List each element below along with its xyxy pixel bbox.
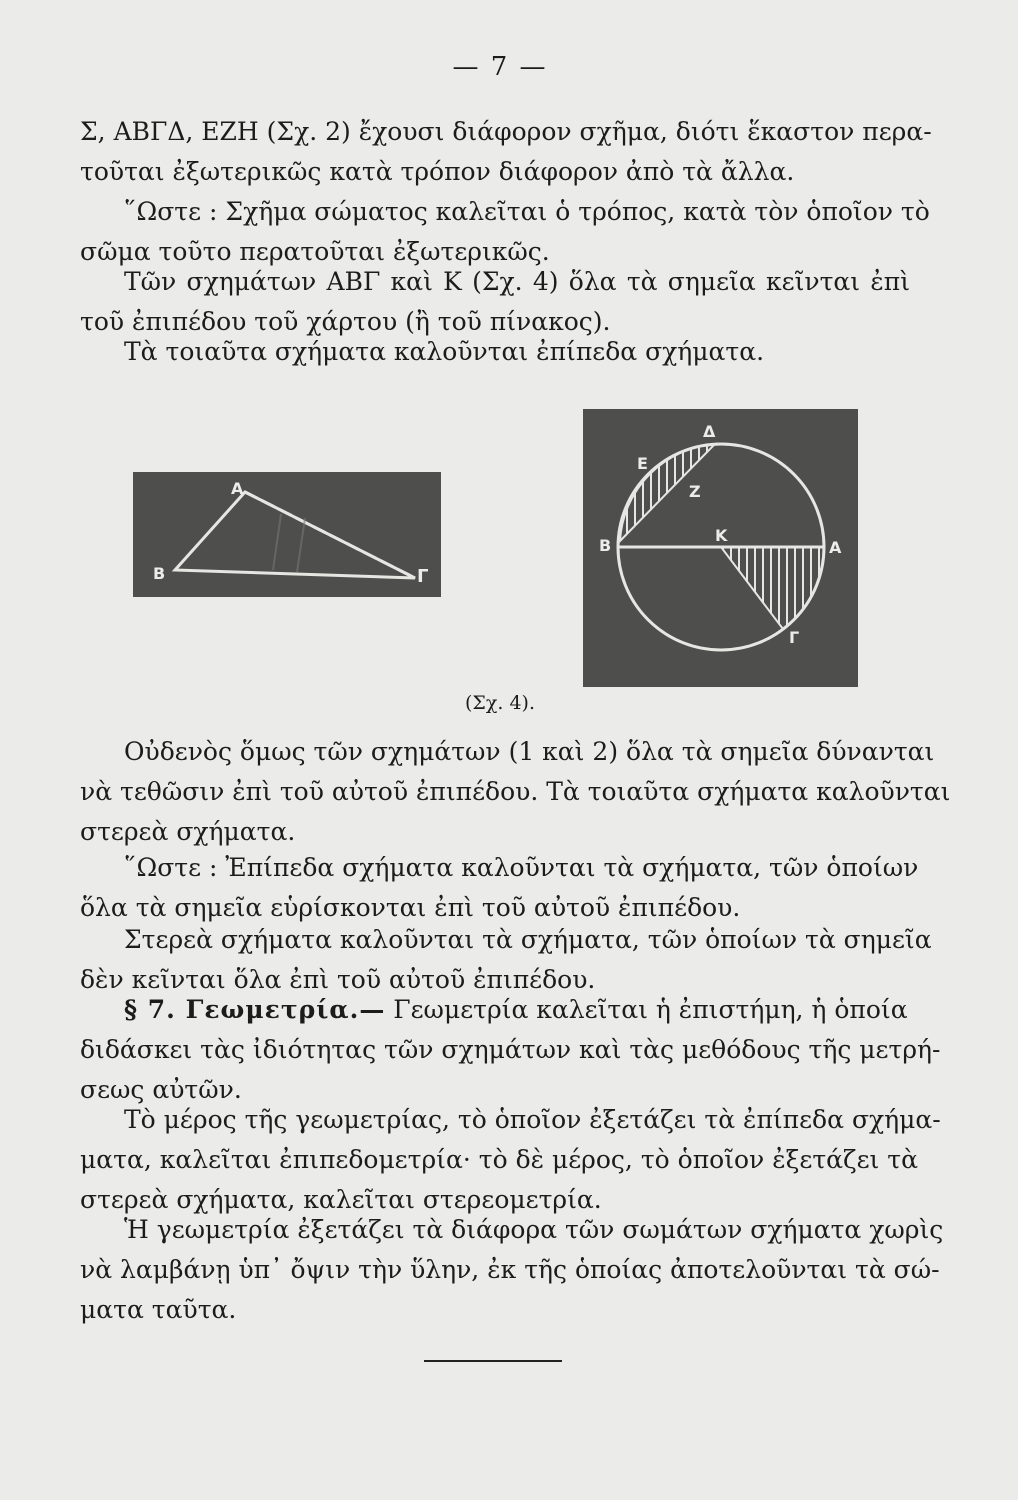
text-line: ματα, καλεῖται ἐπιπεδομετρία· τὸ δὲ μέρος, τὸ ὁποῖον ἐξετάζει τὰ bbox=[80, 1145, 919, 1174]
text-line: Οὐδενὸς ὅμως τῶν σχημάτων (1 καὶ 2) ὅλα τὰ σημεῖα δύνανται bbox=[124, 737, 935, 766]
chalk-smudge bbox=[297, 518, 305, 572]
paragraph-geometry-parts bbox=[80, 1100, 941, 1220]
paragraph-shapes-differ bbox=[80, 112, 932, 192]
text-line: δὲν κεῖνται ὅλα ἐπὶ τοῦ αὐτοῦ ἐπιπέδου. bbox=[80, 965, 596, 994]
triangle-board bbox=[133, 472, 441, 597]
section-heading: § 7. Γεωμετρία.— bbox=[124, 995, 386, 1024]
figure-caption: (Σχ. 4). bbox=[465, 692, 535, 714]
circle-label-d: Δ bbox=[703, 422, 716, 441]
text-line: τοῦ ἐπιπέδου τοῦ χάρτου (ἢ τοῦ πίνακος). bbox=[80, 307, 611, 336]
page-number: — 7 — bbox=[452, 52, 548, 82]
circle-label-z: Ζ bbox=[689, 482, 701, 501]
circle-drawing bbox=[583, 409, 858, 687]
paragraph-plane-points bbox=[80, 262, 910, 342]
text-line: Τὰ τοιαῦτα σχήματα καλοῦνται ἐπίπεδα σχήματα. bbox=[124, 337, 765, 366]
triangle-abg bbox=[175, 492, 415, 578]
circle-board bbox=[583, 409, 858, 687]
paragraph-geometry-matter bbox=[80, 1210, 944, 1330]
end-rule bbox=[424, 1360, 562, 1362]
circle-label-e: Ε bbox=[637, 454, 648, 473]
text-line: Ἡ γεωμετρία ἐξετάζει τὰ διάφορα τῶν σωμάτων σχήματα χωρὶς bbox=[124, 1215, 944, 1244]
text-line: νὰ τεθῶσιν ἐπὶ τοῦ αὐτοῦ ἐπιπέδου. Τὰ τοιαῦτα σχήματα καλοῦνται bbox=[80, 777, 951, 806]
paragraph-plane-definition bbox=[80, 848, 919, 928]
circle-label-a: Α bbox=[829, 538, 842, 557]
text-line: τοῦται ἐξωτερικῶς κατὰ τρόπον διάφορον ἀπὸ τὰ ἄλλα. bbox=[80, 157, 795, 186]
triangle-side-ag bbox=[245, 492, 415, 578]
text-line: ῞Ωστε : Σχῆμα σώματος καλεῖται ὁ τρόπος, κατὰ τὸν ὁποῖον τὸ bbox=[124, 197, 930, 226]
section-geometry bbox=[80, 990, 941, 1110]
circle-label-g: Γ bbox=[789, 628, 800, 647]
text-line: ὅλα τὰ σημεῖα εὑρίσκονται ἐπὶ τοῦ αὐτοῦ ἐπιπέδου. bbox=[80, 893, 741, 922]
paragraph-shape-definition bbox=[80, 192, 930, 272]
text-line bbox=[80, 990, 910, 1030]
text-line: ματα ταῦτα. bbox=[80, 1295, 237, 1324]
text-line: Στερεὰ σχήματα καλοῦνται τὰ σχήματα, τῶν ὁποίων τὰ σημεῖα bbox=[124, 925, 932, 954]
circle-label-k: Κ bbox=[715, 526, 728, 545]
hatched-segment bbox=[620, 444, 715, 541]
text-line: στερεὰ σχήματα. bbox=[80, 817, 296, 846]
triangle-drawing bbox=[133, 472, 441, 597]
hatched-sector bbox=[721, 547, 824, 629]
paragraph-plane-figures bbox=[80, 332, 910, 372]
triangle-label-a: Α bbox=[231, 479, 244, 498]
circle-label-b: Β bbox=[599, 536, 612, 555]
text-line: σεως αὐτῶν. bbox=[80, 1075, 242, 1104]
text-line: Τῶν σχημάτων ΑΒΓ καὶ Κ (Σχ. 4) ὅλα τὰ σημεῖα κεῖνται ἐπὶ bbox=[124, 267, 910, 296]
paragraph-solid-definition bbox=[80, 920, 932, 1000]
section-text: Γεωμετρία καλεῖται ἡ ἐπιστήμη, ἡ ὁποία bbox=[385, 995, 908, 1024]
text-line: διδάσκει τὰς ἰδιότητας τῶν σχημάτων καὶ τὰς μεθόδους τῆς μετρή- bbox=[80, 1035, 941, 1064]
text-line: σῶμα τοῦτο περατοῦται ἐξωτερικῶς. bbox=[80, 237, 550, 266]
text-line: στερεὰ σχήματα, καλεῖται στερεομετρία. bbox=[80, 1185, 602, 1214]
text-line: ῞Ωστε : Ἐπίπεδα σχήματα καλοῦνται τὰ σχήματα, τῶν ὁποίων bbox=[124, 853, 919, 882]
text-line: νὰ λαμβάνῃ ὑπ᾽ ὄψιν τὴν ὕλην, ἐκ τῆς ὁποίας ἀποτελοῦνται τὰ σώ- bbox=[80, 1255, 940, 1284]
text-line: Σ, ΑΒΓΔ, ΕΖΗ (Σχ. 2) ἔχουσι διάφορον σχῆμα, διότι ἕκαστον περα- bbox=[80, 117, 932, 146]
chalk-smudge bbox=[273, 514, 281, 570]
triangle-label-b: Β bbox=[153, 564, 166, 583]
triangle-label-g: Γ bbox=[417, 566, 429, 587]
text-line: Τὸ μέρος τῆς γεωμετρίας, τὸ ὁποῖον ἐξετάζει τὰ ἐπίπεδα σχήμα- bbox=[124, 1105, 941, 1134]
paragraph-solid-shapes bbox=[80, 732, 951, 852]
